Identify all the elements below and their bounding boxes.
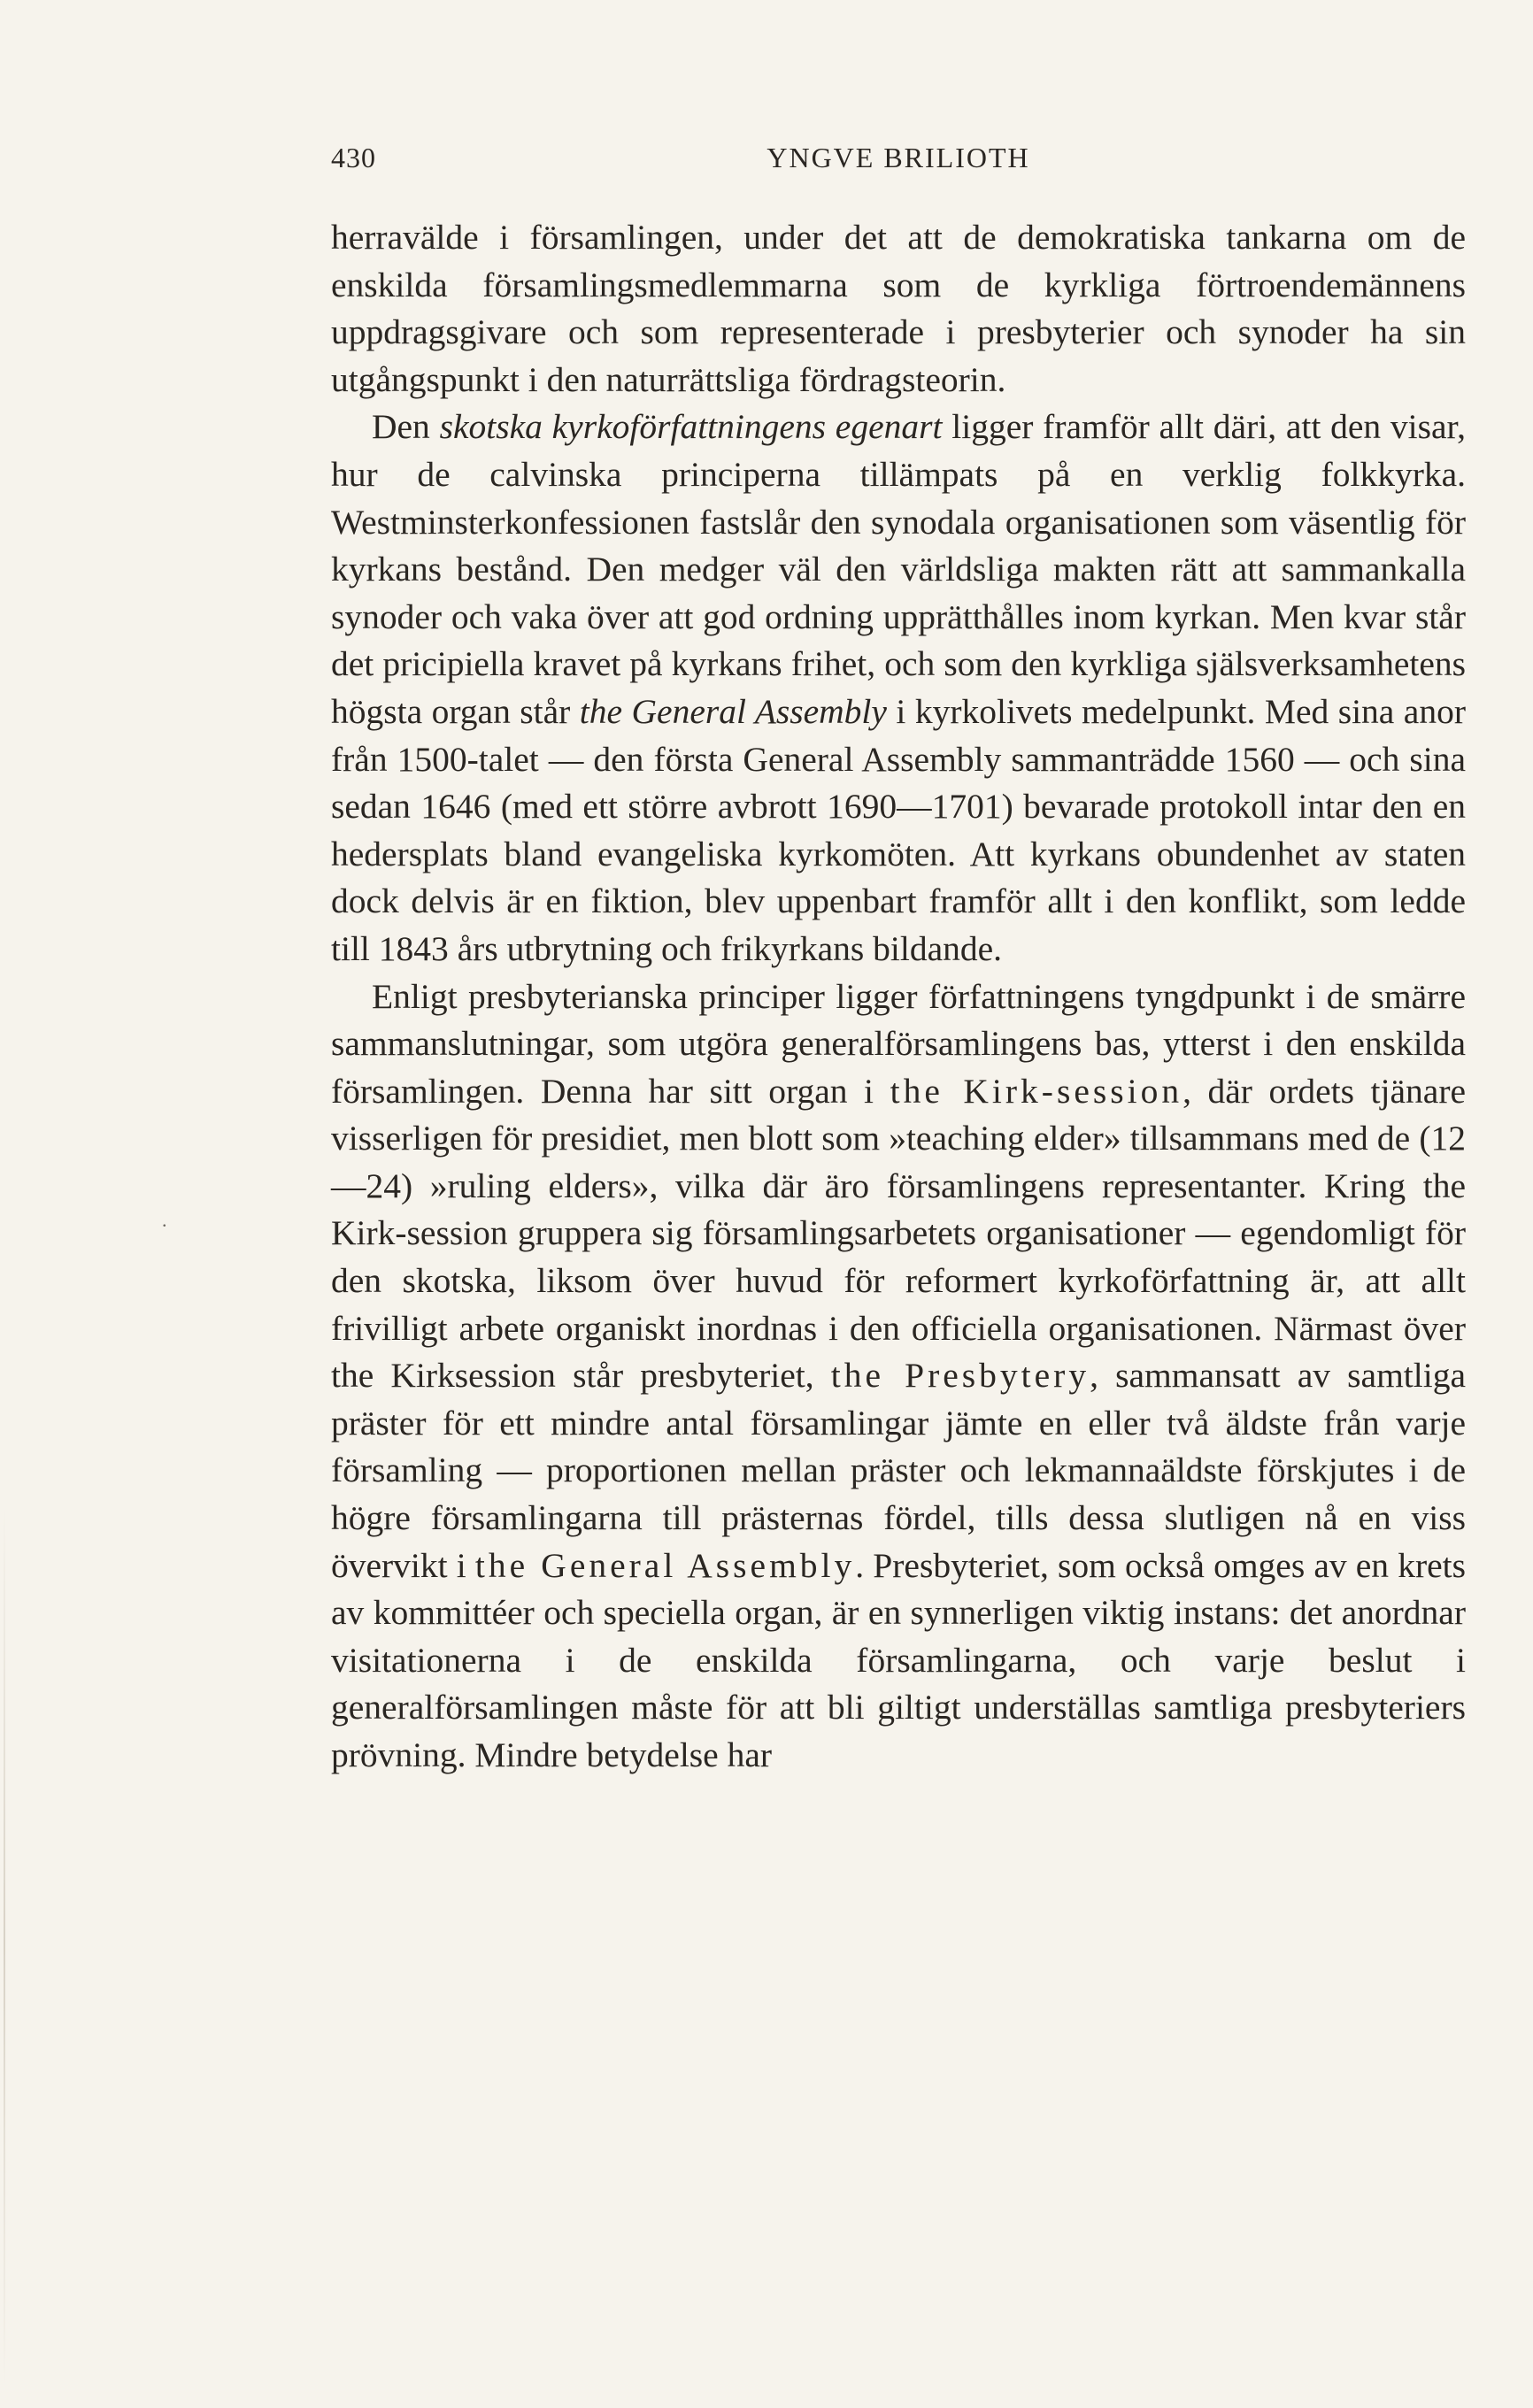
spaced-term: the General Assembly xyxy=(474,1545,856,1585)
paragraph-2 xyxy=(331,404,1466,973)
paragraph-3-text: , sammansatt av samtliga präster för ett mindre antal församlingar jämte en eller två äldste från varje församling — proportionen mellan präster och lekmannaäldste förskjutes i de högre församlingarna till prästernas fördel, tills dessa slutligen nå en viss övervikt i xyxy=(331,1356,1466,1585)
italic-phrase: skotska kyrkoförfattningens egenart xyxy=(439,407,943,447)
spaced-term: the Presbytery xyxy=(830,1356,1090,1396)
italic-phrase: the General Assembly xyxy=(579,691,887,731)
paragraph-2-text: i kyrkolivets medelpunkt. Med sina anor från 1500-talet — den första General Assembly sammanträdde 1560 — och sina sedan 1646 (med ett större avbrott 1690—1701) bevarade protokoll intar den en hedersplats bland evangeliska kyrkomöten. Att kyrkans obundenhet av staten dock delvis är en fiktion, blev uppenbart framför allt i den konflikt, som ledde till 1843 års utbrytning och frikyrkans bildande. xyxy=(331,691,1466,968)
running-head: YNGVE BRILIOTH xyxy=(766,142,1030,173)
paragraph-3-text: , där ordets tjänare visserligen för presidiet, men blott som »teaching elder» tillsammans med de (12—24) »ruling elders», vilka där äro församlingens representanter. Kring the Kirk-session gruppera sig församlingsarbetets organisationer — egendomligt för den skotska, liksom över huvud för reformert kyrkoförfattning är, att allt frivilligt arbete organiskt inordnas i den officiella organisationen. Närmast över the Kirksession står presbyteriet, xyxy=(331,1071,1467,1396)
page-edge-shadow xyxy=(4,1504,5,2389)
paragraph-2-text: ligger framför allt däri, att den visar, hur de calvinska principerna tillämpats på en verklig folkkyrka. Westminsterkonfessionen fastslår den synodala organisationen som väsentlig för kyrkans bestånd. Den medger väl den världsliga makten rätt att sammankalla synoder och vaka över att god ordning upprätthålles inom kyrkan. Men kvar står det pricipiella kravet på kyrkans frihet, och som den kyrkliga själsverksamhetens högsta organ står xyxy=(331,407,1467,731)
body-text xyxy=(331,214,1466,1780)
margin-mark: . xyxy=(162,1209,167,1231)
paragraph-3 xyxy=(331,973,1466,1780)
paragraph-3-text: Enligt presbyterianska principer ligger författningens tyngdpunkt i de smärre sammanslutningar, som utgöra generalförsamlingens bas, ytterst i den enskilda församlingen. Denna har sitt organ i xyxy=(331,976,1466,1111)
paragraph-2-text: Den xyxy=(372,407,440,447)
page-header xyxy=(331,142,1466,186)
page-number: 430 xyxy=(331,142,376,173)
paragraph-3-text: . Presbyteriet, som också omges av en krets av kommittéer och speciella organ, är en synnerligen viktig instans: det anordnar visitationerna i de enskilda församlingarna, och varje beslut i generalförsamlingen måste för att bli giltigt underställas samtliga presbyteriers prövning. Mindre betydelse har xyxy=(331,1545,1466,1774)
spaced-term: the Kirk-session xyxy=(890,1071,1183,1111)
paragraph-1: herravälde i församlingen, under det att de demokratiska tankarna om de enskilda församlingsmedlemmarna som de kyrkliga förtroendemännens uppdragsgivare och som representerade i presbyterier och synoder ha sin utgångspunkt i den naturrättsliga fördragsteorin. xyxy=(331,218,1466,399)
